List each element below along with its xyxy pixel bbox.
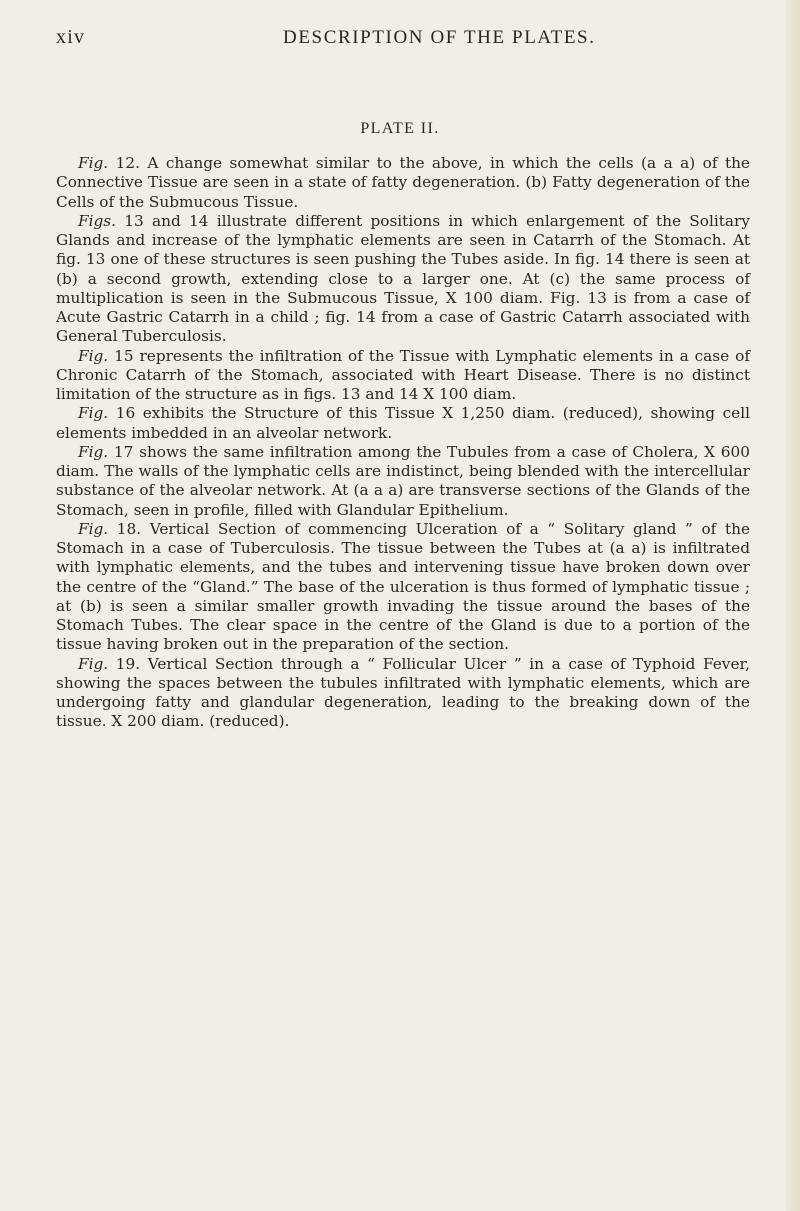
running-title: DESCRIPTION OF THE PLATES.	[283, 27, 596, 48]
figure-description-18	[56, 520, 750, 655]
figure-label: Fig.	[78, 442, 109, 461]
figure-text: 16 exhibits the Structure of this Tissue X 1,250 diam. (reduced), showing cell elements imbedded in an alveolar network.	[56, 404, 750, 442]
figure-text: 12. A change somewhat similar to the above, in which the cells (a a a) of the Connective Tissue are seen in a state of fatty degeneration. (b) Fatty degeneration of the Cells of the Submucous Tissue.	[56, 154, 750, 211]
figure-description-19	[56, 655, 750, 732]
figure-description-16	[56, 404, 750, 443]
page-edge	[786, 0, 800, 1211]
figure-description-17	[56, 443, 750, 520]
figure-text: 19. Vertical Section through a “ Follicular Ulcer ” in a case of Typhoid Fever, showing the spaces between the tubules infiltrated with lymphatic elements, which are undergoing fatty and glandular degeneration, leading to the breaking down of the tissue. X 200 diam. (reduced).	[56, 654, 750, 731]
figure-text: 15 represents the infiltration of the Tissue with Lymphatic elements in a case of Chronic Catarrh of the Stomach, associated with Heart Disease. There is no distinct limitation of the structure as in figs. 13 and 14 X 100 diam.	[56, 346, 750, 403]
plate-descriptions	[56, 154, 750, 732]
figure-label: Figs.	[78, 211, 117, 230]
figure-label: Fig.	[78, 404, 109, 423]
plate-heading: PLATE II.	[360, 120, 440, 137]
figure-label: Fig.	[78, 519, 109, 538]
figure-label: Fig.	[78, 654, 109, 673]
figure-text: 13 and 14 illustrate different positions in which enlargement of the Solitary Glands and increase of the lymphatic elements are seen in Catarrh of the Stomach. At fig. 13 one of these structures is seen pushing the Tubes aside. In fig. 14 there is seen at (b) a second growth, extending close to a larger one. At (c) the same process of multiplication is seen in the Submucous Tissue, X 100 diam. Fig. 13 is from a case of Acute Gastric Catarrh in a child ; fig. 14 from a case of Gastric Catarrh associated with General Tuberculosis.	[56, 211, 750, 346]
figure-description-12	[56, 154, 750, 212]
figure-description-13-14	[56, 212, 750, 347]
figure-label: Fig.	[78, 346, 109, 365]
figure-label: Fig.	[78, 154, 109, 172]
running-head	[0, 26, 800, 56]
page-number: xiv	[56, 26, 86, 48]
figure-text: 17 shows the same infiltration among the Tubules from a case of Cholera, X 600 diam. The walls of the lymphatic cells are indistinct, being blended with the intercellular substance of the alveolar network. At (a a a) are transverse sections of the Glands of the Stomach, seen in profile, filled with Glandular Epithelium.	[56, 442, 750, 519]
figure-text: 18. Vertical Section of commencing Ulceration of a “ Solitary gland ” of the Stomach in a case of Tuberculosis. The tissue between the Tubes at (a a) is infiltrated with lymphatic elements, and the tubes and intervening tissue have broken down over the centre of the “Gland.” The base of the ulceration is thus formed of lymphatic tissue ; at (b) is seen a similar smaller growth invading the tissue around the bases of the Stomach Tubes. The clear space in the centre of the Gland is due to a portion of the tissue having broken out in the preparation of the section.	[56, 519, 750, 654]
figure-description-15	[56, 347, 750, 405]
